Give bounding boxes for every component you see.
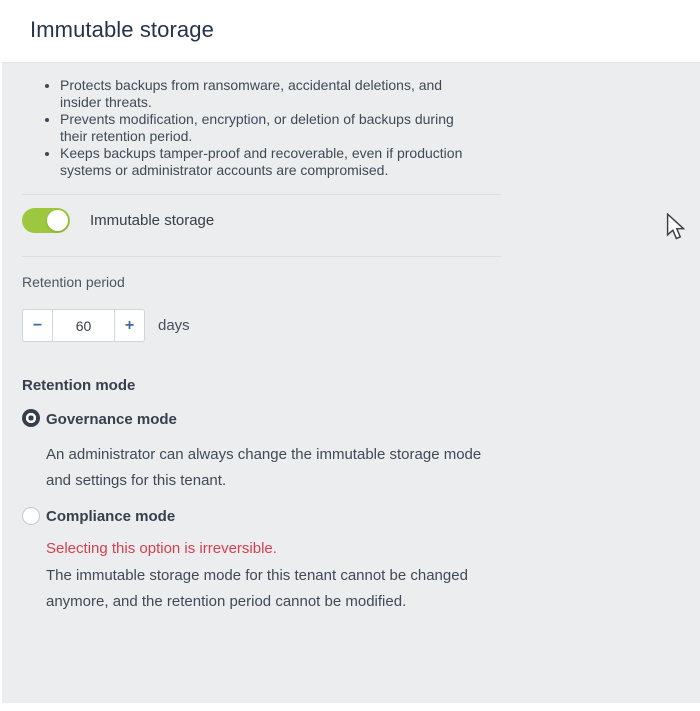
- immutable-storage-toggle[interactable]: [22, 208, 70, 233]
- page-title: Immutable storage: [30, 17, 214, 42]
- retention-period-stepper: [22, 309, 145, 342]
- governance-mode-radio[interactable]: [22, 409, 40, 427]
- panel-header: [2, 0, 700, 63]
- decrement-button[interactable]: −: [22, 309, 53, 342]
- bottom-edge: [2, 703, 700, 707]
- toggle-label: Immutable storage: [90, 212, 215, 229]
- bullet-item: • Keeps backups tamper-proof and recoverable, even if production systems or administrator accounts are compromised.: [60, 145, 480, 179]
- bullet-item: • Prevents modification, encryption, or deletion of backups during their retention period.: [60, 111, 480, 145]
- irreversible-warning: Selecting this option is irreversible.: [46, 540, 277, 557]
- mouse-cursor-icon: [666, 213, 686, 241]
- immutable-storage-panel: [2, 0, 700, 707]
- divider: [22, 256, 501, 257]
- governance-mode-description: An administrator can always change the immutable storage mode and settings for this tenant.: [46, 446, 482, 489]
- retention-period-input[interactable]: [52, 309, 115, 342]
- divider: [22, 194, 501, 195]
- compliance-mode-radio[interactable]: [22, 507, 40, 525]
- compliance-mode-description: The immutable storage mode for this tenant cannot be changed anymore, and the retention period cannot be modified.: [46, 567, 468, 610]
- toggle-knob: [47, 210, 68, 231]
- compliance-mode-label[interactable]: Compliance mode: [46, 508, 176, 525]
- governance-mode-label[interactable]: Governance mode: [46, 411, 177, 428]
- retention-period-unit: days: [158, 317, 190, 334]
- retention-mode-label: Retention mode: [22, 377, 136, 394]
- increment-button[interactable]: +: [114, 309, 145, 342]
- feature-bullet-list: [26, 77, 481, 179]
- retention-period-label: Retention period: [22, 274, 125, 290]
- bullet-item: • Protects backups from ransomware, accidental deletions, and insider threats.: [60, 77, 480, 111]
